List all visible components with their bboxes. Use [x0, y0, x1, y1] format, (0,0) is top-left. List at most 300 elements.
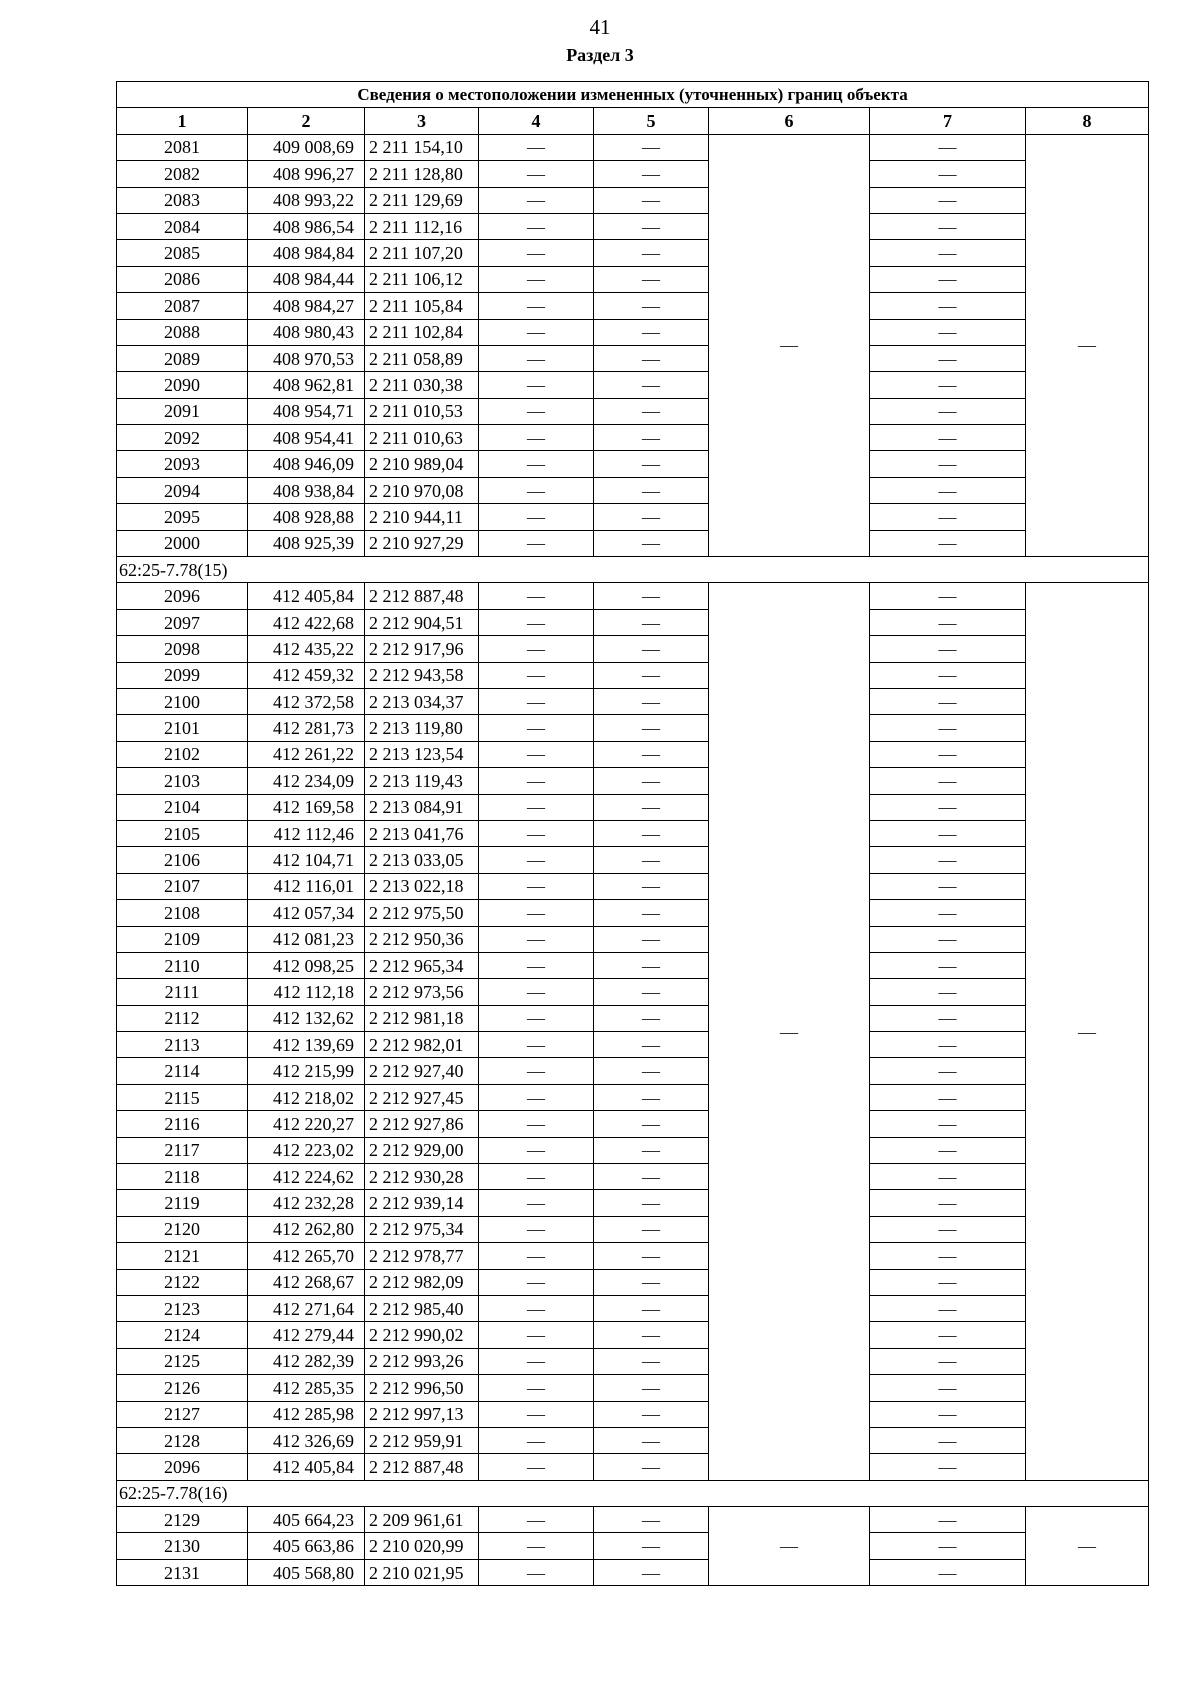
point-number: 2120 [117, 1216, 248, 1242]
table-title: Сведения о местоположении измененных (уточненных) границ объекта [117, 82, 1149, 108]
coordinate-x: 412 285,35 [248, 1375, 365, 1401]
coordinate-x: 412 265,70 [248, 1243, 365, 1269]
column-number-2: 2 [248, 108, 365, 134]
column-5-dash: — [594, 134, 709, 160]
point-number: 2112 [117, 1005, 248, 1031]
column-5-dash: — [594, 952, 709, 978]
column-7-dash: — [870, 847, 1026, 873]
coordinate-x: 408 984,44 [248, 266, 365, 292]
coordinate-x: 408 984,84 [248, 240, 365, 266]
table-row [117, 240, 1149, 266]
table-row [117, 1427, 1149, 1453]
coordinate-y: 2 210 021,95 [365, 1559, 479, 1585]
column-6-dash: — [709, 134, 870, 556]
coordinate-x: 408 954,71 [248, 398, 365, 424]
coordinate-x: 412 215,99 [248, 1058, 365, 1084]
coordinate-y: 2 212 943,58 [365, 662, 479, 688]
column-4-dash: — [479, 583, 594, 609]
table-row [117, 1348, 1149, 1374]
table-row [117, 1295, 1149, 1321]
column-5-dash: — [594, 900, 709, 926]
point-number: 2107 [117, 873, 248, 899]
coordinate-y: 2 211 106,12 [365, 266, 479, 292]
column-7-dash: — [870, 161, 1026, 187]
table-row [117, 319, 1149, 345]
coordinate-y: 2 212 950,36 [365, 926, 479, 952]
column-7-dash: — [870, 1322, 1026, 1348]
point-number: 2096 [117, 583, 248, 609]
column-7-dash: — [870, 609, 1026, 635]
coordinate-y: 2 211 128,80 [365, 161, 479, 187]
column-4-dash: — [479, 504, 594, 530]
column-4-dash: — [479, 1058, 594, 1084]
column-4-dash: — [479, 979, 594, 1005]
column-4-dash: — [479, 900, 594, 926]
column-7-dash: — [870, 926, 1026, 952]
point-number: 2094 [117, 477, 248, 503]
coordinate-y: 2 212 975,50 [365, 900, 479, 926]
table-row [117, 530, 1149, 556]
coordinate-y: 2 211 010,53 [365, 398, 479, 424]
group-label: 62:25-7.78(16) [117, 1480, 1149, 1506]
point-number: 2130 [117, 1533, 248, 1559]
coordinate-x: 412 116,01 [248, 873, 365, 899]
column-4-dash: — [479, 530, 594, 556]
coordinate-x: 412 234,09 [248, 768, 365, 794]
point-number: 2092 [117, 425, 248, 451]
column-5-dash: — [594, 847, 709, 873]
column-4-dash: — [479, 1348, 594, 1374]
point-number: 2121 [117, 1243, 248, 1269]
column-4-dash: — [479, 1032, 594, 1058]
column-5-dash: — [594, 1216, 709, 1242]
coordinate-y: 2 213 034,37 [365, 688, 479, 714]
coordinate-x: 412 405,84 [248, 1454, 365, 1480]
column-5-dash: — [594, 873, 709, 899]
point-number: 2116 [117, 1111, 248, 1137]
table-row [117, 900, 1149, 926]
column-4-dash: — [479, 1243, 594, 1269]
column-5-dash: — [594, 1137, 709, 1163]
point-number: 2124 [117, 1322, 248, 1348]
coordinate-x: 412 057,34 [248, 900, 365, 926]
column-7-dash: — [870, 820, 1026, 846]
column-7-dash: — [870, 1058, 1026, 1084]
point-number: 2085 [117, 240, 248, 266]
coordinate-x: 409 008,69 [248, 134, 365, 160]
column-7-dash: — [870, 372, 1026, 398]
coordinate-x: 408 928,88 [248, 504, 365, 530]
coordinate-y: 2 212 904,51 [365, 609, 479, 635]
coordinate-x: 412 279,44 [248, 1322, 365, 1348]
point-number: 2131 [117, 1559, 248, 1585]
coordinate-x: 408 986,54 [248, 213, 365, 239]
column-4-dash: — [479, 187, 594, 213]
table-row [117, 504, 1149, 530]
column-7-dash: — [870, 979, 1026, 1005]
coordinate-y: 2 213 041,76 [365, 820, 479, 846]
table-row [117, 293, 1149, 319]
table-row [117, 1533, 1149, 1559]
column-6-dash: — [709, 583, 870, 1480]
coordinate-y: 2 212 917,96 [365, 636, 479, 662]
column-5-dash: — [594, 1269, 709, 1295]
table-row [117, 1216, 1149, 1242]
column-7-dash: — [870, 1295, 1026, 1321]
column-7-dash: — [870, 504, 1026, 530]
coordinate-x: 408 984,27 [248, 293, 365, 319]
table-row [117, 662, 1149, 688]
column-7-dash: — [870, 768, 1026, 794]
column-number-3: 3 [365, 108, 479, 134]
table-row [117, 451, 1149, 477]
coordinate-y: 2 210 927,29 [365, 530, 479, 556]
column-4-dash: — [479, 1401, 594, 1427]
table-row [117, 398, 1149, 424]
column-7-dash: — [870, 1507, 1026, 1533]
column-4-dash: — [479, 609, 594, 635]
column-5-dash: — [594, 398, 709, 424]
column-7-dash: — [870, 1164, 1026, 1190]
coordinate-x: 412 104,71 [248, 847, 365, 873]
table-row [117, 952, 1149, 978]
coordinate-y: 2 210 970,08 [365, 477, 479, 503]
column-5-dash: — [594, 345, 709, 371]
table-row [117, 1375, 1149, 1401]
column-5-dash: — [594, 741, 709, 767]
column-7-dash: — [870, 952, 1026, 978]
column-7-dash: — [870, 134, 1026, 160]
column-4-dash: — [479, 425, 594, 451]
coordinate-x: 408 954,41 [248, 425, 365, 451]
column-7-dash: — [870, 636, 1026, 662]
coordinate-x: 412 223,02 [248, 1137, 365, 1163]
column-4-dash: — [479, 477, 594, 503]
coordinate-y: 2 212 985,40 [365, 1295, 479, 1321]
column-4-dash: — [479, 1375, 594, 1401]
column-7-dash: — [870, 1216, 1026, 1242]
coordinate-x: 405 568,80 [248, 1559, 365, 1585]
point-number: 2102 [117, 741, 248, 767]
column-5-dash: — [594, 1533, 709, 1559]
column-5-dash: — [594, 213, 709, 239]
column-7-dash: — [870, 1401, 1026, 1427]
point-number: 2128 [117, 1427, 248, 1453]
table-row [117, 583, 1149, 609]
column-6-dash: — [709, 1507, 870, 1586]
coordinate-y: 2 212 887,48 [365, 583, 479, 609]
coordinate-x: 408 970,53 [248, 345, 365, 371]
coordinate-y: 2 212 982,01 [365, 1032, 479, 1058]
column-4-dash: — [479, 1269, 594, 1295]
column-4-dash: — [479, 1164, 594, 1190]
column-7-dash: — [870, 266, 1026, 292]
coordinate-y: 2 212 939,14 [365, 1190, 479, 1216]
column-5-dash: — [594, 451, 709, 477]
point-number: 2100 [117, 688, 248, 714]
coordinate-x: 412 112,46 [248, 820, 365, 846]
column-4-dash: — [479, 926, 594, 952]
coordinate-x: 412 435,22 [248, 636, 365, 662]
column-5-dash: — [594, 266, 709, 292]
table-row [117, 1269, 1149, 1295]
coordinate-x: 412 132,62 [248, 1005, 365, 1031]
table-row [117, 794, 1149, 820]
point-number: 2123 [117, 1295, 248, 1321]
column-5-dash: — [594, 425, 709, 451]
point-number: 2093 [117, 451, 248, 477]
coordinate-y: 2 212 927,40 [365, 1058, 479, 1084]
column-5-dash: — [594, 1427, 709, 1453]
coordinate-x: 412 261,22 [248, 741, 365, 767]
table-row [117, 1164, 1149, 1190]
point-number: 2084 [117, 213, 248, 239]
table-row [117, 1137, 1149, 1163]
column-5-dash: — [594, 1190, 709, 1216]
table-row [117, 1401, 1149, 1427]
coordinate-x: 412 169,58 [248, 794, 365, 820]
column-5-dash: — [594, 1454, 709, 1480]
coordinate-x: 412 139,69 [248, 1032, 365, 1058]
point-number: 2099 [117, 662, 248, 688]
table-row [117, 609, 1149, 635]
column-4-dash: — [479, 768, 594, 794]
column-4-dash: — [479, 794, 594, 820]
table-body [117, 134, 1149, 1585]
column-5-dash: — [594, 1295, 709, 1321]
table-row [117, 1111, 1149, 1137]
coordinate-y: 2 213 119,80 [365, 715, 479, 741]
column-7-dash: — [870, 530, 1026, 556]
coordinate-x: 412 268,67 [248, 1269, 365, 1295]
column-7-dash: — [870, 293, 1026, 319]
table-row [117, 1559, 1149, 1585]
column-5-dash: — [594, 372, 709, 398]
coordinate-y: 2 211 154,10 [365, 134, 479, 160]
point-number: 2127 [117, 1401, 248, 1427]
table-row [117, 213, 1149, 239]
column-5-dash: — [594, 1559, 709, 1585]
coordinate-y: 2 211 105,84 [365, 293, 479, 319]
table-row [117, 926, 1149, 952]
column-7-dash: — [870, 741, 1026, 767]
table-row [117, 134, 1149, 160]
boundary-coordinates-table [116, 81, 1149, 1586]
column-5-dash: — [594, 319, 709, 345]
point-number: 2088 [117, 319, 248, 345]
column-4-dash: — [479, 293, 594, 319]
column-4-dash: — [479, 741, 594, 767]
coordinate-x: 412 220,27 [248, 1111, 365, 1137]
point-number: 2086 [117, 266, 248, 292]
table-row [117, 1243, 1149, 1269]
column-number-4: 4 [479, 108, 594, 134]
coordinate-y: 2 212 887,48 [365, 1454, 479, 1480]
column-5-dash: — [594, 240, 709, 266]
column-5-dash: — [594, 1322, 709, 1348]
point-number: 2117 [117, 1137, 248, 1163]
table-row [117, 1190, 1149, 1216]
point-number: 2090 [117, 372, 248, 398]
table-row [117, 1032, 1149, 1058]
coordinate-x: 412 262,80 [248, 1216, 365, 1242]
column-4-dash: — [479, 715, 594, 741]
coordinate-y: 2 212 930,28 [365, 1164, 479, 1190]
column-7-dash: — [870, 1084, 1026, 1110]
column-4-dash: — [479, 1005, 594, 1031]
column-number-8: 8 [1026, 108, 1149, 134]
coordinate-x: 412 098,25 [248, 952, 365, 978]
coordinate-y: 2 209 961,61 [365, 1507, 479, 1533]
table-row [117, 372, 1149, 398]
column-5-dash: — [594, 293, 709, 319]
point-number: 2113 [117, 1032, 248, 1058]
point-number: 2097 [117, 609, 248, 635]
column-5-dash: — [594, 820, 709, 846]
point-number: 2104 [117, 794, 248, 820]
column-7-dash: — [870, 794, 1026, 820]
column-5-dash: — [594, 504, 709, 530]
column-4-dash: — [479, 1533, 594, 1559]
coordinate-y: 2 212 993,26 [365, 1348, 479, 1374]
column-4-dash: — [479, 240, 594, 266]
table-row [117, 1507, 1149, 1533]
column-5-dash: — [594, 1005, 709, 1031]
column-7-dash: — [870, 1190, 1026, 1216]
coordinate-y: 2 213 033,05 [365, 847, 479, 873]
table-row [117, 741, 1149, 767]
coordinate-y: 2 212 996,50 [365, 1375, 479, 1401]
column-number-7: 7 [870, 108, 1026, 134]
table-row [117, 1084, 1149, 1110]
column-4-dash: — [479, 1137, 594, 1163]
column-4-dash: — [479, 1190, 594, 1216]
column-5-dash: — [594, 1401, 709, 1427]
point-number: 2111 [117, 979, 248, 1005]
column-5-dash: — [594, 794, 709, 820]
coordinate-y: 2 212 997,13 [365, 1401, 479, 1427]
column-7-dash: — [870, 187, 1026, 213]
column-4-dash: — [479, 1427, 594, 1453]
column-4-dash: — [479, 1507, 594, 1533]
point-number: 2129 [117, 1507, 248, 1533]
table-row [117, 1322, 1149, 1348]
coordinate-y: 2 211 058,89 [365, 345, 479, 371]
coordinate-y: 2 212 978,77 [365, 1243, 479, 1269]
column-7-dash: — [870, 345, 1026, 371]
table-row [117, 1454, 1149, 1480]
column-5-dash: — [594, 979, 709, 1005]
table-row [117, 266, 1149, 292]
column-7-dash: — [870, 662, 1026, 688]
table-row [117, 688, 1149, 714]
column-7-dash: — [870, 1111, 1026, 1137]
column-7-dash: — [870, 583, 1026, 609]
column-7-dash: — [870, 1032, 1026, 1058]
column-7-dash: — [870, 1348, 1026, 1374]
point-number: 2125 [117, 1348, 248, 1374]
column-4-dash: — [479, 1111, 594, 1137]
coordinate-x: 405 663,86 [248, 1533, 365, 1559]
coordinate-x: 412 281,73 [248, 715, 365, 741]
column-4-dash: — [479, 345, 594, 371]
point-number: 2096 [117, 1454, 248, 1480]
column-7-dash: — [870, 1269, 1026, 1295]
column-4-dash: — [479, 1216, 594, 1242]
column-5-dash: — [594, 530, 709, 556]
column-4-dash: — [479, 1322, 594, 1348]
column-5-dash: — [594, 187, 709, 213]
point-number: 2081 [117, 134, 248, 160]
column-5-dash: — [594, 583, 709, 609]
coordinate-y: 2 210 989,04 [365, 451, 479, 477]
point-number: 2119 [117, 1190, 248, 1216]
column-7-dash: — [870, 213, 1026, 239]
point-number: 2126 [117, 1375, 248, 1401]
point-number: 2110 [117, 952, 248, 978]
column-4-dash: — [479, 952, 594, 978]
section-title: Раздел 3 [566, 45, 634, 65]
column-7-dash: — [870, 900, 1026, 926]
column-7-dash: — [870, 873, 1026, 899]
column-7-dash: — [870, 398, 1026, 424]
column-4-dash: — [479, 451, 594, 477]
column-number-5: 5 [594, 108, 709, 134]
column-7-dash: — [870, 715, 1026, 741]
table-row [117, 345, 1149, 371]
coordinate-x: 412 422,68 [248, 609, 365, 635]
column-number-6: 6 [709, 108, 870, 134]
coordinate-x: 412 459,32 [248, 662, 365, 688]
coordinate-x: 405 664,23 [248, 1507, 365, 1533]
coordinate-y: 2 212 990,02 [365, 1322, 479, 1348]
coordinate-y: 2 213 119,43 [365, 768, 479, 794]
column-7-dash: — [870, 1559, 1026, 1585]
coordinate-x: 408 993,22 [248, 187, 365, 213]
column-4-dash: — [479, 398, 594, 424]
coordinate-y: 2 212 981,18 [365, 1005, 479, 1031]
point-number: 2103 [117, 768, 248, 794]
coordinate-x: 408 980,43 [248, 319, 365, 345]
coordinate-y: 2 210 944,11 [365, 504, 479, 530]
point-number: 2122 [117, 1269, 248, 1295]
column-7-dash: — [870, 425, 1026, 451]
table-row [117, 1005, 1149, 1031]
table-row [117, 187, 1149, 213]
point-number: 2115 [117, 1084, 248, 1110]
column-4-dash: — [479, 1454, 594, 1480]
column-5-dash: — [594, 1243, 709, 1269]
group-label: 62:25-7.78(15) [117, 557, 1149, 583]
point-number: 2118 [117, 1164, 248, 1190]
coordinate-y: 2 212 929,00 [365, 1137, 479, 1163]
column-4-dash: — [479, 266, 594, 292]
coordinate-x: 408 925,39 [248, 530, 365, 556]
point-number: 2108 [117, 900, 248, 926]
coordinate-x: 412 218,02 [248, 1084, 365, 1110]
column-5-dash: — [594, 1348, 709, 1374]
point-number: 2087 [117, 293, 248, 319]
column-7-dash: — [870, 319, 1026, 345]
column-5-dash: — [594, 715, 709, 741]
coordinate-y: 2 211 107,20 [365, 240, 479, 266]
point-number: 2091 [117, 398, 248, 424]
table-row [117, 847, 1149, 873]
column-7-dash: — [870, 1243, 1026, 1269]
coordinate-y: 2 212 927,86 [365, 1111, 479, 1137]
point-number: 2089 [117, 345, 248, 371]
point-number: 2114 [117, 1058, 248, 1084]
